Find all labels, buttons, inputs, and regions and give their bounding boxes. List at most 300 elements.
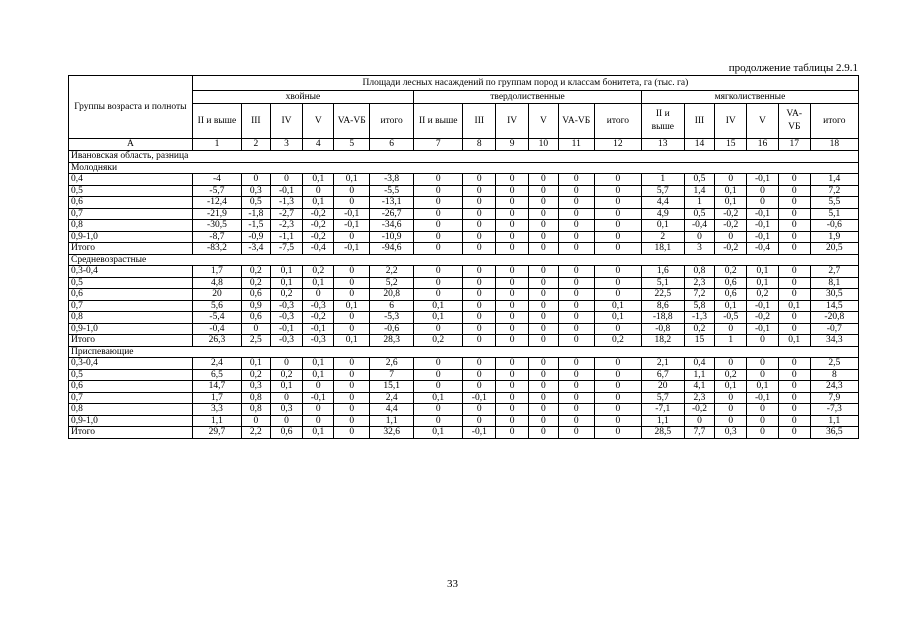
table-cell: 0 xyxy=(496,197,529,209)
table-cell: -5,4 xyxy=(192,312,241,324)
table-cell: 0 xyxy=(463,312,496,324)
table-cell: 0,1 xyxy=(334,174,370,186)
table-cell: 0 xyxy=(529,381,559,393)
table-cell: 15,1 xyxy=(370,381,414,393)
table-row xyxy=(69,289,859,301)
table-cell: 0,1 xyxy=(270,266,303,278)
table-cell: 0 xyxy=(414,231,463,243)
table-cell: 0 xyxy=(242,415,270,427)
row-label: 0,8 xyxy=(69,220,193,232)
table-cell: 0 xyxy=(529,289,559,301)
table-cell: -10,9 xyxy=(370,231,414,243)
table-cell: 0 xyxy=(414,358,463,370)
table-cell: 0 xyxy=(778,289,810,301)
table-cell: -0,1 xyxy=(747,300,779,312)
table-cell: -0,2 xyxy=(684,404,715,416)
table-cell: -26,7 xyxy=(370,208,414,220)
column-number: 2 xyxy=(242,139,270,151)
table-cell: 0 xyxy=(747,185,779,197)
table-cell: -1,1 xyxy=(270,231,303,243)
table-cell: 5,2 xyxy=(370,277,414,289)
table-cell: 5,7 xyxy=(641,392,684,404)
table-cell: -1,3 xyxy=(684,312,715,324)
table-cell: 0 xyxy=(778,266,810,278)
table-cell: 0,1 xyxy=(414,312,463,324)
column-number: 4 xyxy=(303,139,334,151)
table-cell: 0 xyxy=(414,277,463,289)
table-cell: -0,2 xyxy=(303,208,334,220)
table-row xyxy=(69,312,859,324)
table-cell: 0 xyxy=(594,404,641,416)
table-cell: 0 xyxy=(594,243,641,255)
table-cell: -2,3 xyxy=(270,220,303,232)
table-cell: -0,4 xyxy=(747,243,779,255)
table-cell: 0 xyxy=(414,289,463,301)
table-cell: 2,7 xyxy=(810,266,858,278)
table-cell: 0,1 xyxy=(303,277,334,289)
table-cell: 14,5 xyxy=(810,300,858,312)
table-cell: 0 xyxy=(558,231,594,243)
table-cell: 0,1 xyxy=(414,392,463,404)
table-cell: 0 xyxy=(594,185,641,197)
table-cell: 0,4 xyxy=(684,358,715,370)
table-cell: 0,1 xyxy=(414,427,463,439)
table-cell: 0 xyxy=(496,381,529,393)
table-cell: 0 xyxy=(463,381,496,393)
table-row xyxy=(69,323,859,335)
table-cell: 0 xyxy=(496,415,529,427)
row-label: Итого xyxy=(69,427,193,439)
column-number: 15 xyxy=(715,139,747,151)
table-cell: 0 xyxy=(334,381,370,393)
table-cell: 2,3 xyxy=(684,277,715,289)
table-cell: 22,5 xyxy=(641,289,684,301)
table-cell: 1,9 xyxy=(810,231,858,243)
table-cell: 0 xyxy=(496,323,529,335)
table-cell: 0 xyxy=(715,358,747,370)
table-cell: 0 xyxy=(463,220,496,232)
table-cell: 0 xyxy=(558,300,594,312)
table-cell: 0 xyxy=(270,358,303,370)
table-cell: 0 xyxy=(558,312,594,324)
class-header: VA-VБ xyxy=(334,104,370,139)
table-cell: 0,3 xyxy=(242,381,270,393)
table-cell: 0 xyxy=(529,243,559,255)
table-cell: 0 xyxy=(334,323,370,335)
table-cell: 0 xyxy=(414,415,463,427)
table-cell: 0 xyxy=(594,266,641,278)
table-cell: -0,2 xyxy=(747,312,779,324)
table-cell: 0 xyxy=(496,312,529,324)
table-cell: 0 xyxy=(715,231,747,243)
table-cell: -0,1 xyxy=(463,392,496,404)
table-cell: 0 xyxy=(778,381,810,393)
table-cell: 0,5 xyxy=(684,174,715,186)
table-cell: 0 xyxy=(334,427,370,439)
table-cell: 0 xyxy=(334,231,370,243)
table-cell: 0,5 xyxy=(242,197,270,209)
table-cell: 0 xyxy=(529,312,559,324)
table-cell: 0 xyxy=(747,415,779,427)
table-cell: -0,2 xyxy=(303,220,334,232)
table-cell: 0 xyxy=(529,185,559,197)
table-cell: 6 xyxy=(370,300,414,312)
table-cell: 0 xyxy=(778,220,810,232)
row-label: 0,8 xyxy=(69,404,193,416)
row-label: 0,6 xyxy=(69,289,193,301)
column-number: 9 xyxy=(496,139,529,151)
table-cell: 0 xyxy=(558,289,594,301)
table-row xyxy=(69,174,859,186)
table-cell: 6,5 xyxy=(192,369,241,381)
table-cell: 0,5 xyxy=(684,208,715,220)
table-cell: 0 xyxy=(529,415,559,427)
table-cell: 0 xyxy=(270,174,303,186)
table-cell: -0,1 xyxy=(334,243,370,255)
table-cell: 0 xyxy=(558,415,594,427)
table-cell: 0 xyxy=(558,197,594,209)
group-header: твердолиственные xyxy=(414,91,642,104)
table-cell: -0,2 xyxy=(715,243,747,255)
table-cell: 0,8 xyxy=(242,404,270,416)
table-cell: 0 xyxy=(778,404,810,416)
table-cell: 0 xyxy=(529,323,559,335)
table-cell: 0 xyxy=(496,300,529,312)
table-cell: -0,2 xyxy=(715,220,747,232)
table-cell: 0 xyxy=(463,404,496,416)
table-cell: 0 xyxy=(463,208,496,220)
table-cell: 0 xyxy=(558,220,594,232)
class-header: итого xyxy=(594,104,641,139)
table-row xyxy=(69,300,859,312)
table-cell: 0 xyxy=(558,358,594,370)
class-header: II и выше xyxy=(641,104,684,139)
section-label: Молодняки xyxy=(69,162,859,174)
table-cell: 0,8 xyxy=(684,266,715,278)
table-cell: -0,1 xyxy=(747,208,779,220)
table-cell: -7,3 xyxy=(810,404,858,416)
table-cell: -0,8 xyxy=(641,323,684,335)
table-cell: 4,4 xyxy=(370,404,414,416)
table-cell: 2,1 xyxy=(641,358,684,370)
row-label: Итого xyxy=(69,243,193,255)
table-cell: -0,1 xyxy=(303,392,334,404)
section-row xyxy=(69,346,859,358)
table-cell: 0 xyxy=(334,197,370,209)
table-cell: 0,1 xyxy=(594,300,641,312)
table-cell: 0 xyxy=(414,220,463,232)
table-cell: 0 xyxy=(778,208,810,220)
table-cell: 0 xyxy=(270,392,303,404)
header-row-numbers xyxy=(69,139,859,151)
table-cell: 0 xyxy=(594,392,641,404)
page-number: 33 xyxy=(447,578,458,590)
table-cell: 2,5 xyxy=(242,335,270,347)
table-cell: 0 xyxy=(747,335,779,347)
table-cell: 1,1 xyxy=(192,415,241,427)
table-cell: 0 xyxy=(778,174,810,186)
class-header: V xyxy=(529,104,559,139)
table-cell: -13,1 xyxy=(370,197,414,209)
table-row xyxy=(69,404,859,416)
table-cell: 0 xyxy=(529,174,559,186)
table-cell: 28,5 xyxy=(641,427,684,439)
table-cell: 7 xyxy=(370,369,414,381)
table-row xyxy=(69,335,859,347)
table-cell: -18,8 xyxy=(641,312,684,324)
table-cell: 32,6 xyxy=(370,427,414,439)
row-label: 0,9-1,0 xyxy=(69,415,193,427)
class-header: VA-VБ xyxy=(558,104,594,139)
table-cell: 0 xyxy=(496,358,529,370)
column-number: 1 xyxy=(192,139,241,151)
column-number: 8 xyxy=(463,139,496,151)
table-cell: -5,5 xyxy=(370,185,414,197)
table-cell: 0 xyxy=(242,174,270,186)
table-cell: 0,2 xyxy=(684,323,715,335)
class-header: итого xyxy=(370,104,414,139)
table-cell: 0,1 xyxy=(778,335,810,347)
table-cell: 0 xyxy=(463,277,496,289)
table-row xyxy=(69,243,859,255)
table-cell: 0 xyxy=(463,300,496,312)
table-row xyxy=(69,266,859,278)
table-cell: 1,7 xyxy=(192,266,241,278)
table-cell: 0,2 xyxy=(242,277,270,289)
table-cell: 0 xyxy=(270,415,303,427)
table-cell: 0,2 xyxy=(242,369,270,381)
table-cell: 0 xyxy=(715,392,747,404)
table-cell: -0,1 xyxy=(463,427,496,439)
table-cell: -0,7 xyxy=(810,323,858,335)
table-cell: 0 xyxy=(334,277,370,289)
table-cell: 1,1 xyxy=(810,415,858,427)
group-header: мягколиственные xyxy=(641,91,858,104)
table-cell: 0,1 xyxy=(715,185,747,197)
table-cell: 0,1 xyxy=(303,369,334,381)
section-label: Средневозрастные xyxy=(69,254,859,266)
table-cell: 14,7 xyxy=(192,381,241,393)
table-cell: -1,8 xyxy=(242,208,270,220)
table-cell: 0 xyxy=(463,185,496,197)
table-cell: -0,2 xyxy=(715,208,747,220)
table-cell: 0 xyxy=(558,174,594,186)
table-cell: 0 xyxy=(496,185,529,197)
class-header: II и выше xyxy=(414,104,463,139)
column-number: 14 xyxy=(684,139,715,151)
table-cell: -1,5 xyxy=(242,220,270,232)
table-cell: 0 xyxy=(529,369,559,381)
table-cell: 0 xyxy=(334,415,370,427)
table-cell: -0,6 xyxy=(810,220,858,232)
table-cell: 0,8 xyxy=(242,392,270,404)
table-cell: 0 xyxy=(529,427,559,439)
table-cell: 0 xyxy=(496,404,529,416)
table-cell: 0 xyxy=(558,277,594,289)
table-cell: 0 xyxy=(778,415,810,427)
table-cell: 0 xyxy=(594,197,641,209)
table-cell: 0 xyxy=(496,289,529,301)
table-cell: -5,7 xyxy=(192,185,241,197)
table-cell: 29,7 xyxy=(192,427,241,439)
table-cell: -0,2 xyxy=(303,312,334,324)
region-row xyxy=(69,151,859,163)
table-cell: -3,4 xyxy=(242,243,270,255)
table-cell: -0,3 xyxy=(303,300,334,312)
table-cell: 0 xyxy=(558,381,594,393)
table-cell: 0,6 xyxy=(715,277,747,289)
table-cell: 0,1 xyxy=(641,220,684,232)
table-cell: 0 xyxy=(242,323,270,335)
column-number: 3 xyxy=(270,139,303,151)
table-cell: 0,2 xyxy=(303,266,334,278)
table-cell: 6,7 xyxy=(641,369,684,381)
class-header: V xyxy=(747,104,779,139)
table-cell: -0,1 xyxy=(270,323,303,335)
table-cell: -0,3 xyxy=(270,300,303,312)
table-cell: -7,5 xyxy=(270,243,303,255)
table-cell: 0,2 xyxy=(242,266,270,278)
row-label: 0,5 xyxy=(69,369,193,381)
table-cell: 0 xyxy=(594,220,641,232)
column-number: 13 xyxy=(641,139,684,151)
table-cell: 1,6 xyxy=(641,266,684,278)
table-row xyxy=(69,231,859,243)
table-cell: 26,3 xyxy=(192,335,241,347)
table-cell: 2,2 xyxy=(370,266,414,278)
table-cell: 0 xyxy=(778,277,810,289)
table-cell: 2,5 xyxy=(810,358,858,370)
table-cell: 4,9 xyxy=(641,208,684,220)
table-cell: 0 xyxy=(496,277,529,289)
table-cell: 0,1 xyxy=(334,335,370,347)
table-cell: 0 xyxy=(778,312,810,324)
table-cell: 0 xyxy=(558,208,594,220)
table-cell: -0,1 xyxy=(747,392,779,404)
table-cell: 0 xyxy=(594,415,641,427)
row-label: 0,7 xyxy=(69,208,193,220)
class-header: V xyxy=(303,104,334,139)
table-cell: 20 xyxy=(192,289,241,301)
table-cell: -20,8 xyxy=(810,312,858,324)
table-cell: 0,1 xyxy=(303,358,334,370)
table-cell: -0,4 xyxy=(303,243,334,255)
table-cell: 0 xyxy=(778,243,810,255)
column-number: А xyxy=(69,139,193,151)
table-cell: 20,8 xyxy=(370,289,414,301)
table-cell: 4,1 xyxy=(684,381,715,393)
table-cell: 0,1 xyxy=(594,312,641,324)
table-cell: 0,3 xyxy=(715,427,747,439)
table-cell: 0 xyxy=(778,427,810,439)
region-label: Ивановская область, разница xyxy=(69,151,859,163)
table-cell: -94,6 xyxy=(370,243,414,255)
table-cell: 0 xyxy=(496,427,529,439)
table-cell: 0 xyxy=(594,231,641,243)
table-cell: -34,6 xyxy=(370,220,414,232)
table-cell: 0,1 xyxy=(303,427,334,439)
row-label: 0,9-1,0 xyxy=(69,323,193,335)
table-cell: 0 xyxy=(684,231,715,243)
table-cell: 0,1 xyxy=(715,197,747,209)
table-cell: 28,3 xyxy=(370,335,414,347)
table-cell: 0 xyxy=(558,335,594,347)
table-cell: 36,5 xyxy=(810,427,858,439)
group-header: хвойные xyxy=(192,91,413,104)
table-cell: 0,1 xyxy=(414,300,463,312)
table-cell: -7,1 xyxy=(641,404,684,416)
table-row xyxy=(69,427,859,439)
table-cell: 0,1 xyxy=(715,300,747,312)
table-cell: 0 xyxy=(414,404,463,416)
table-cell: 0 xyxy=(594,174,641,186)
forest-area-table xyxy=(68,75,859,439)
table-cell: 1 xyxy=(684,197,715,209)
table-cell: 0 xyxy=(558,369,594,381)
table-cell: 0 xyxy=(334,289,370,301)
table-cell: 0 xyxy=(529,300,559,312)
table-row xyxy=(69,358,859,370)
row-label: 0,3-0,4 xyxy=(69,266,193,278)
table-cell: 1,7 xyxy=(192,392,241,404)
table-cell: 0 xyxy=(558,427,594,439)
table-cell: 0,6 xyxy=(242,312,270,324)
table-cell: -0,1 xyxy=(747,231,779,243)
column-number: 12 xyxy=(594,139,641,151)
table-cell: 1,4 xyxy=(684,185,715,197)
table-cell: 0,1 xyxy=(270,381,303,393)
table-cell: -0,6 xyxy=(370,323,414,335)
table-cell: 0 xyxy=(496,220,529,232)
table-cell: 0 xyxy=(414,243,463,255)
table-cell: -0,1 xyxy=(747,174,779,186)
table-cell: 0 xyxy=(747,369,779,381)
table-cell: 0,6 xyxy=(270,427,303,439)
table-cell: 15 xyxy=(684,335,715,347)
table-cell: -4 xyxy=(192,174,241,186)
table-cell: 0 xyxy=(414,208,463,220)
table-cell: 0,2 xyxy=(715,369,747,381)
table-cell: 0 xyxy=(778,369,810,381)
table-cell: 0 xyxy=(496,266,529,278)
table-cell: -0,1 xyxy=(334,208,370,220)
table-cell: 0 xyxy=(496,369,529,381)
table-cell: 4,4 xyxy=(641,197,684,209)
table-cell: 0 xyxy=(463,415,496,427)
column-number: 18 xyxy=(810,139,858,151)
table-cell: 0 xyxy=(529,277,559,289)
column-number: 5 xyxy=(334,139,370,151)
row-label: 0,5 xyxy=(69,185,193,197)
section-row xyxy=(69,162,859,174)
column-number: 11 xyxy=(558,139,594,151)
table-cell: 0,9 xyxy=(242,300,270,312)
table-cell: 0 xyxy=(414,323,463,335)
table-cell: 0 xyxy=(684,415,715,427)
table-cell: 0,2 xyxy=(747,289,779,301)
table-cell: 0 xyxy=(778,358,810,370)
table-cell: 0,2 xyxy=(594,335,641,347)
table-cell: 7,2 xyxy=(684,289,715,301)
table-cell: -0,1 xyxy=(303,323,334,335)
table-cell: 0 xyxy=(496,208,529,220)
table-cell: 0 xyxy=(715,174,747,186)
table-cell: -0,9 xyxy=(242,231,270,243)
table-cell: 0 xyxy=(463,323,496,335)
table-cell: 2,6 xyxy=(370,358,414,370)
table-cell: 5,5 xyxy=(810,197,858,209)
table-cell: 0 xyxy=(414,174,463,186)
